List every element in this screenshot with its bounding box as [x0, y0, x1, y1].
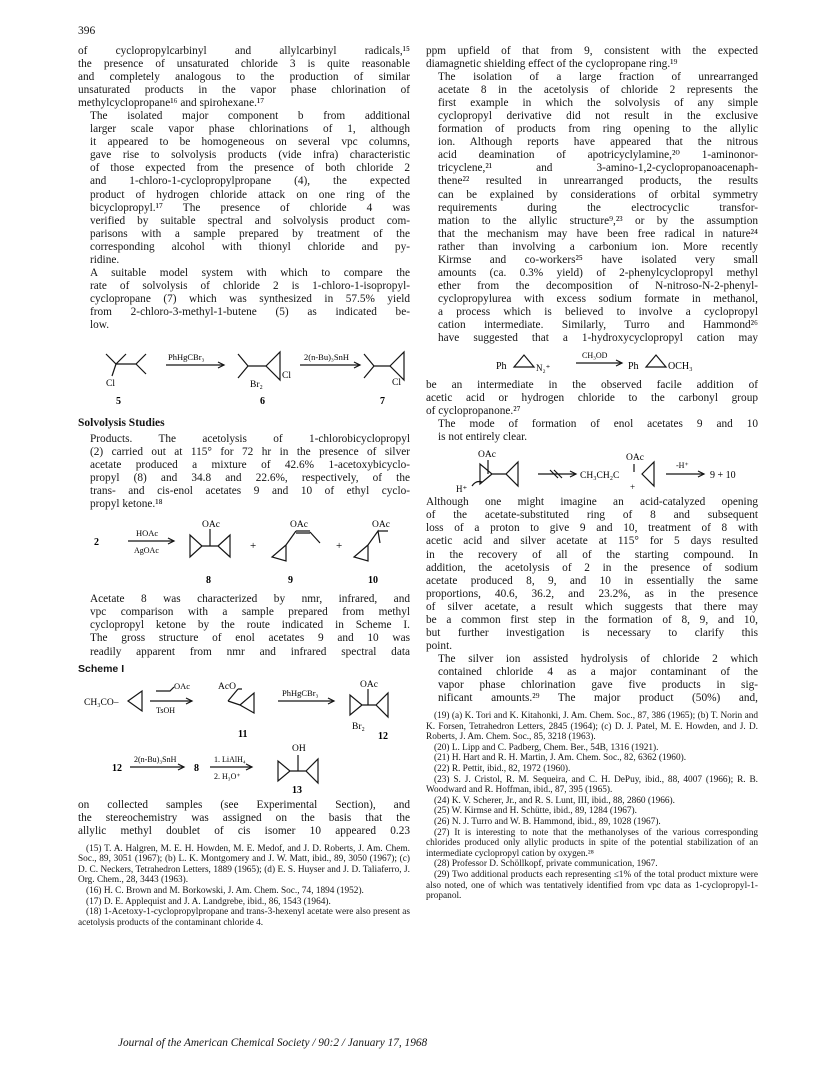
- reagent-label: AgOAc: [134, 546, 159, 556]
- scheme-i: [78, 679, 410, 795]
- atom-label: OCH₃: [668, 361, 693, 373]
- atom-label: Br₂: [352, 721, 365, 732]
- atom-label: Ph: [628, 361, 639, 373]
- footnote: (23) S. J. Cristol, R. M. Sequeira, and C. H. DePuy, ibid., 88, 4007 (1966); R. B. Woodward and R. Hoffman, ibid., 87, 395 (1965).: [426, 774, 758, 796]
- reagent-label: 2(n-Bu)₃SnH: [304, 352, 349, 363]
- compound-number: 9: [288, 575, 293, 587]
- reaction-scheme-4: [426, 446, 758, 494]
- atom-label: AcO: [218, 681, 236, 692]
- footnote: (20) L. Lipp and C. Padberg, Chem. Ber., 54B, 1316 (1921).: [434, 742, 659, 753]
- paragraph: Acetate 8 was characterized by nmr, infrared, and vpc comparison with a sample prepared from methyl cyclopropyl ketone by the route indicated in Scheme I. The gross structure of enol acetates 9 and 10 was readily apparent from nmr and infrared spectral data: [90, 593, 410, 658]
- compound-number: 6: [260, 396, 265, 408]
- atom-label: Cl: [282, 371, 291, 382]
- footnote: (21) H. Hart and R. H. Martin, J. Am. Chem. Soc., 82, 6362 (1960).: [434, 753, 687, 764]
- atom-label: N₂⁺: [536, 363, 551, 374]
- atom-label: Cl: [106, 379, 115, 390]
- footnote: (17) D. E. Applequist and J. A. Landgrebe, ibid., 86, 1543 (1964).: [86, 896, 331, 907]
- reagent-label: HOAc: [136, 528, 159, 539]
- footnote: (18) 1-Acetoxy-1-cyclopropylpropane and trans-3-hexenyl acetate were also present as acetolysis products of the contaminant chloride 4.: [78, 907, 410, 928]
- footnote: (27) It is interesting to note that the methanolyses of the various corresponding chlorides produced only allylic products in spite of the potential stabilization of an intermediate cyclopropyl cation by oxygen.²⁸: [426, 827, 758, 859]
- paragraph: The mode of formation of enol acetates 9 and 10 is not entirely clear.: [438, 418, 758, 444]
- footnote: (28) Professor D. Schöllkopf, private communication, 1967.: [434, 859, 658, 870]
- footnote: (22) R. Pettit, ibid., 82, 1972 (1960).: [434, 764, 571, 775]
- reagent-label: 2. H₃O⁺: [214, 771, 241, 781]
- atom-label: OAc: [478, 450, 496, 461]
- compound-number: 13: [292, 784, 302, 795]
- compound-number: 8: [206, 575, 211, 587]
- compound-number: 8: [194, 762, 199, 774]
- reagent-label: 1. LiAlH₄: [214, 754, 246, 764]
- footnote: (29) Two additional products each representing ≤1% of the total product mixture were also noted, one of which was tentatively identified from vpc data as 1-cyclopropyl-1-propanol.: [426, 869, 758, 902]
- reaction-scheme-1: [78, 340, 410, 410]
- footnote: (25) W. Kirmse and H. Schütte, ibid., 89, 1284 (1967).: [434, 806, 637, 817]
- plus-sign: +: [336, 540, 343, 553]
- atom-label: Br₂: [250, 380, 263, 391]
- paragraph: be an intermediate in the observed facile addition of acetic acid or hydrogen chloride to the carbonyl group of cyclopropanone.²⁷: [426, 379, 758, 418]
- reagent-label: TsOH: [156, 705, 175, 715]
- paragraph: The isolation of a large fraction of unrearranged acetate 8 in the acetolysis of chloride 2 represents the first example in which the solvolysis of any simple cyclopropyl derivative did not result in the exclusive formation of products from ring opening to the allylic ion. Although reports have appeared that the nitrous acid deamination of apotricyclylamine,²⁰ 1-aminonor- tricyclene,²¹ and 3-amino-1,2-cyclopropanoacenaph- thene²² resulted in unrearranged products, the results can be explained by considerations of orbital symmetry requirements during the electrocyclic transfor- mation to the allylic structure⁹,²³ or by the assumption that the mechanism may have been free radical in nature²⁴ rather than involving a carbonium ion. More recently Kirmse and co-workers²⁵ have isolated very small amounts (ca. 0.3% yield) of 2-phenylcyclopropyl methyl ether from the decomposition of N-nitroso-N-2-phenyl- cyclopropylurea with excess sodium formate in methanol, a process which is believed to involve a cyclopropyl cation intermediate. Similarly, Turro and Hammond²⁶ have suggested that a 1-hydroxycyclopropyl cation may: [438, 71, 758, 345]
- journal-footer: Journal of the American Chemical Society / 90:2 / January 17, 1968: [118, 1037, 428, 1049]
- scheme-label: Scheme I: [78, 662, 125, 675]
- compound-number: 5: [116, 396, 121, 408]
- atom-label: OAc: [174, 680, 191, 691]
- compound-number: 12: [378, 730, 388, 742]
- paragraph: Products. The acetolysis of 1-chlorobicyclopropyl (2) carried out at 115° for 72 hr in the presence of silver acetate produced a mixture of 42.6% 1-acetoxybicyclo- propyl (8) and 34.8 and 22.6%, respectively, of the trans- and cis-enol acetates 9 and 10 of ethyl cyclo- propyl ketone.¹⁸: [90, 433, 410, 511]
- footnote: (24) K. V. Scherer, Jr., and R. S. Lunt, III, ibid., 88, 2860 (1966).: [434, 795, 675, 806]
- footnotes: [78, 844, 410, 929]
- atom-label: OAc: [626, 453, 644, 464]
- reagent-label: 2(n-Bu)₃SnH: [134, 754, 177, 764]
- reaction-scheme-2: [78, 515, 410, 589]
- paragraph: The isolated major component b from additional larger scale vapor phase chlorinations of 1, although it appeared to be homogeneous on several vpc columns, gave rise to solvolysis products (vide infra) characteristic of those expected from the presence of both chloride 2 and 1-chloro-1-cyclopropylpropane (4), the expected product of hydrogen chloride attack on one ring of the bicyclopropyl.¹⁷ The presence of chloride 4 was verified by suitable spectral and solvolysis product com- parisons with a sample prepared by treatment of the corresponding alcohol with thionyl chloride and py- ridine.: [90, 110, 410, 266]
- atom-label: OAc: [372, 520, 390, 531]
- atom-label: Ph: [496, 361, 507, 373]
- compound-number: 11: [238, 728, 248, 740]
- page-number: 396: [78, 25, 96, 37]
- reagent-label: PhHgCBr₃: [168, 352, 205, 363]
- compound-number: 7: [380, 396, 385, 408]
- paragraph: A suitable model system with which to compare the rate of solvolysis of chloride 2 is 1-chloro-1-isopropyl- cyclopropane (7) which was synthesized in 57.5% yield from 2-chloro-3-methyl-1-butene (5) as indicated be- low.: [90, 266, 410, 331]
- paragraph: ppm upfield of that from 9, consistent with the expected diamagnetic shielding effect of the cyclopropane ring.¹⁹: [426, 45, 758, 71]
- product-label: 9 + 10: [710, 470, 736, 482]
- section-heading: Solvolysis Studies: [78, 417, 165, 430]
- atom-label: CH₃CO–: [84, 697, 119, 708]
- reaction-scheme-3: [426, 347, 758, 377]
- charge-label: +: [630, 482, 636, 493]
- footnote: (16) H. C. Brown and M. Borkowski, J. Am. Chem. Soc., 74, 1894 (1952).: [86, 886, 364, 897]
- left-column: [78, 45, 410, 928]
- atom-label: OAc: [290, 520, 308, 531]
- footnote: (26) N. J. Turro and W. B. Hammond, ibid., 89, 1028 (1967).: [434, 817, 661, 827]
- compound-number: 12: [112, 762, 122, 774]
- paragraph: The silver ion assisted hydrolysis of chloride 2 which contained chloride 4 as a major contaminant of the vapor phase chlorination gave five products in sig- nificant amounts.²⁹ The major product (50%) and,: [438, 652, 758, 705]
- reagent-label: -H⁺: [676, 461, 689, 471]
- footnotes: [426, 711, 758, 902]
- paragraph: of cyclopropylcarbinyl and allylcarbinyl radicals,¹⁵ the presence of unsaturated chloride 3 is quite reasonable and completely analogous to the production of similar unsaturated products in the vapor phase chlorination of methylcyclopropane¹⁶ and spirohexane.¹⁷: [78, 45, 410, 110]
- atom-label: OAc: [360, 679, 378, 690]
- right-column: [426, 45, 758, 902]
- atom-label: OH: [292, 743, 306, 754]
- reagent-label: PhHgCBr₃: [282, 687, 319, 698]
- compound-number: 10: [368, 575, 378, 587]
- paragraph: on collected samples (see Experimental Section), and the stereochemistry was assigned on the basis that the allylic methyl doublet of cis isomer 10 appeared 0.23: [78, 798, 410, 837]
- atom-label: H⁺: [456, 484, 468, 495]
- footnote: (15) T. A. Halgren, M. E. H. Howden, M. E. Medof, and J. D. Roberts, J. Am. Chem. Soc., 89, 3051 (1967); (b) L. K. Montgomery and J. W. Matt, ibid., 89, 3050 (1967); (c) D. C. Neckers, Tetrahedron Letters, 1889 (1965); (d) E. S. Huyser and J. D. Taliaferro, J. Org. Chem., 28, 3443 (1963).: [78, 843, 410, 886]
- atom-label: CH₃CH₂C: [580, 471, 620, 482]
- reagent-label: CH₃OD: [582, 351, 608, 361]
- footnote: (19) (a) K. Tori and K. Kitahonki, J. Am. Chem. Soc., 87, 386 (1965); (b) T. Norin and K. Forsen, Tetrahedron Letters, 2845 (1964); (c) D. J. Patel, M. E. Howden, and J. D. Roberts, J. Am. Chem. Soc., 85, 3218 (1963).: [426, 711, 758, 743]
- atom-label: OAc: [202, 520, 220, 531]
- compound-number: 2: [94, 537, 99, 549]
- atom-label: Cl: [392, 378, 401, 389]
- paragraph: Although one might imagine an acid-catalyzed opening of the acetate-substituted ring of 8 and subsequent loss of a proton to give 9 and 10, treatment of 8 with acetic acid and silver acetate at 115° for 5 days resulted in the recovery of all of the starting compound. In addition, the acetolysis of 2 in the presence of sodium acetate produced 8, 9, and 10 in essentially the same proportions, 40.6, 36.2, and 23.2%, as in the presence of silver acetate, a result which suggests that there may be a common first step in the formation of 8, 9, and 10, but further investigation is necessary to clarify this point.: [426, 496, 758, 652]
- plus-sign: +: [250, 540, 257, 553]
